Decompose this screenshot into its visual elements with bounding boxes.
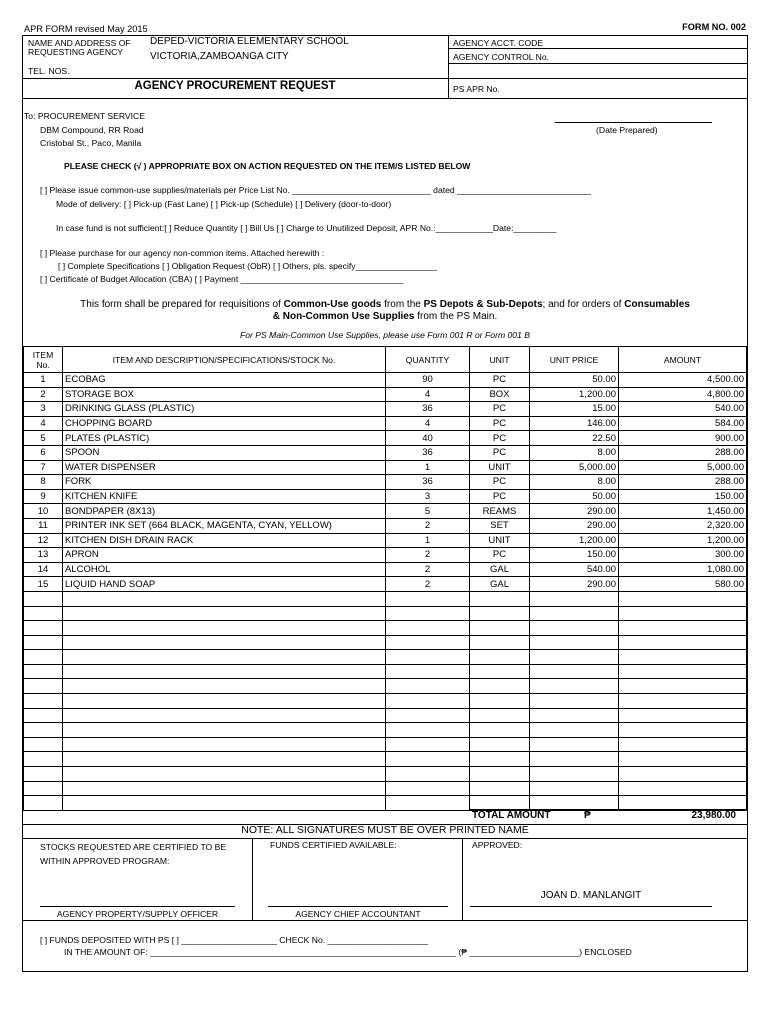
cell-qty	[386, 708, 470, 723]
cell-desc	[63, 767, 386, 782]
cell-unit: UNIT	[470, 533, 530, 548]
cell-desc: FORK	[63, 475, 386, 490]
cell-desc: LIQUID HAND SOAP	[63, 577, 386, 592]
cell-desc	[63, 679, 386, 694]
cell-desc: PRINTER INK SET (664 BLACK, MAGENTA, CYAN, YELLOW)	[63, 518, 386, 533]
table-row	[24, 533, 747, 548]
empty-table-row	[24, 694, 747, 709]
cell-desc: WATER DISPENSER	[63, 460, 386, 475]
empty-table-row	[24, 708, 747, 723]
cell-qty: 4	[386, 387, 470, 402]
cell-qty	[386, 694, 470, 709]
currency-symbol: ₱	[584, 810, 591, 821]
cell-unit	[470, 723, 530, 738]
attachment-options[interactable]: [ ] Complete Specifications [ ] Obligation Request (ObR) [ ] Others, pls. specify_________________	[58, 261, 437, 271]
cell-no: 15	[24, 577, 63, 592]
cell-price: 22.50	[530, 431, 619, 446]
cell-qty	[386, 767, 470, 782]
cell-qty: 2	[386, 562, 470, 577]
empty-table-row	[24, 679, 747, 694]
cell-desc	[63, 635, 386, 650]
table-row	[24, 387, 747, 402]
requisition-note: This form shall be prepared for requisitions of Common-Use goods from the PS Depots & Sub-Depots; and for orders of Consumables & Non-Common Use Supplies from the PS Main.	[80, 299, 690, 322]
cell-price: 15.00	[530, 402, 619, 417]
cell-unit: PC	[470, 402, 530, 417]
cell-qty: 1	[386, 460, 470, 475]
cell-desc	[63, 737, 386, 752]
cell-price: 50.00	[530, 489, 619, 504]
cell-amount: 584.00	[619, 416, 747, 431]
cell-price: 5,000.00	[530, 460, 619, 475]
table-row	[24, 402, 747, 417]
empty-table-row	[24, 781, 747, 796]
cell-unit: BOX	[470, 387, 530, 402]
header-description: ITEM AND DESCRIPTION/SPECIFICATIONS/STOCK No.	[63, 347, 386, 373]
agency-address: VICTORIA,ZAMBOANGA CITY	[150, 51, 289, 62]
table-row	[24, 416, 747, 431]
cell-desc: CHOPPING BOARD	[63, 416, 386, 431]
table-row	[24, 562, 747, 577]
total-amount: 23,980.00	[691, 810, 736, 821]
cell-qty: 36	[386, 402, 470, 417]
cell-amount	[619, 591, 747, 606]
cell-price	[530, 664, 619, 679]
cell-unit	[470, 664, 530, 679]
cell-no	[24, 635, 63, 650]
cell-unit	[470, 621, 530, 636]
header-unit: UNIT	[470, 347, 530, 373]
cell-no: 10	[24, 504, 63, 519]
cell-price: 1,200.00	[530, 533, 619, 548]
cell-no: 4	[24, 416, 63, 431]
header-item-no: ITEM No.	[24, 347, 63, 373]
cell-qty: 90	[386, 373, 470, 388]
cell-qty: 2	[386, 577, 470, 592]
cell-price	[530, 694, 619, 709]
form-number: FORM NO. 002	[682, 22, 746, 32]
cell-no: 1	[24, 373, 63, 388]
cell-no: 14	[24, 562, 63, 577]
cell-desc: SPOON	[63, 445, 386, 460]
cell-desc	[63, 723, 386, 738]
cell-qty	[386, 796, 470, 811]
empty-table-row	[24, 664, 747, 679]
cell-no	[24, 606, 63, 621]
cell-unit	[470, 767, 530, 782]
cell-price	[530, 679, 619, 694]
cell-price	[530, 737, 619, 752]
cell-price	[530, 708, 619, 723]
cell-amount	[619, 650, 747, 665]
table-row	[24, 373, 747, 388]
cell-amount: 1,450.00	[619, 504, 747, 519]
cell-unit	[470, 737, 530, 752]
items-table	[23, 346, 747, 811]
cell-unit: REAMS	[470, 504, 530, 519]
mode-of-delivery[interactable]: Mode of delivery: [ ] Pick-up (Fast Lane) [ ] Pick-up (Schedule) [ ] Delivery (door-to-door)	[56, 199, 392, 209]
cell-price: 8.00	[530, 475, 619, 490]
table-row	[24, 577, 747, 592]
cell-amount: 5,000.00	[619, 460, 747, 475]
cell-price: 8.00	[530, 445, 619, 460]
cell-unit	[470, 635, 530, 650]
cell-no: 3	[24, 402, 63, 417]
empty-table-row	[24, 635, 747, 650]
cell-price: 290.00	[530, 577, 619, 592]
cell-desc: ALCOHOL	[63, 562, 386, 577]
cell-desc	[63, 606, 386, 621]
cell-amount: 4,800.00	[619, 387, 747, 402]
cell-price: 290.00	[530, 518, 619, 533]
cell-price: 290.00	[530, 504, 619, 519]
to-line1: To: PROCUREMENT SERVICE	[24, 111, 145, 121]
acct-code-label: AGENCY ACCT. CODE	[453, 38, 544, 48]
cell-desc: PLATES (PLASTIC)	[63, 431, 386, 446]
check-heading: PLEASE CHECK (√ ) APPROPRIATE BOX ON ACTION REQUESTED ON THE ITEM/S LISTED BELOW	[64, 161, 471, 171]
cell-amount: 1,080.00	[619, 562, 747, 577]
cell-amount	[619, 679, 747, 694]
cba-options[interactable]: [ ] Certificate of Budget Allocation (CBA) [ ] Payment __________________________________	[40, 274, 404, 284]
cell-amount: 4,500.00	[619, 373, 747, 388]
fund-insufficient-options[interactable]: In case fund is not sufficient:[ ] Reduce Quantity [ ] Bill Us [ ] Charge to Unutilized Deposit, APR No.:____________Date:_________	[56, 223, 557, 233]
cell-desc: APRON	[63, 548, 386, 563]
cell-qty	[386, 752, 470, 767]
cell-qty: 2	[386, 548, 470, 563]
cell-desc	[63, 591, 386, 606]
table-row	[24, 445, 747, 460]
cell-unit	[470, 752, 530, 767]
cell-amount: 2,320.00	[619, 518, 747, 533]
form-revision: APR FORM revised May 2015	[24, 24, 148, 34]
cell-qty: 1	[386, 533, 470, 548]
cell-qty	[386, 591, 470, 606]
empty-table-row	[24, 606, 747, 621]
cell-amount	[619, 635, 747, 650]
cell-desc	[63, 796, 386, 811]
cell-unit: PC	[470, 445, 530, 460]
cell-unit: UNIT	[470, 460, 530, 475]
header-amount: AMOUNT	[619, 347, 747, 373]
cell-qty	[386, 606, 470, 621]
cell-unit: PC	[470, 489, 530, 504]
cell-unit: GAL	[470, 577, 530, 592]
cell-qty: 2	[386, 518, 470, 533]
empty-table-row	[24, 752, 747, 767]
empty-table-row	[24, 621, 747, 636]
cell-desc: KITCHEN KNIFE	[63, 489, 386, 504]
to-line3: Cristobal St., Paco, Manila	[40, 138, 142, 148]
cell-amount	[619, 621, 747, 636]
cell-qty	[386, 737, 470, 752]
agency-name-label: NAME AND ADDRESS OF REQUESTING AGENCY	[28, 38, 131, 57]
cell-amount: 288.00	[619, 445, 747, 460]
cell-no	[24, 650, 63, 665]
cell-no: 11	[24, 518, 63, 533]
cell-qty	[386, 679, 470, 694]
cell-no: 2	[24, 387, 63, 402]
cell-desc	[63, 708, 386, 723]
empty-table-row	[24, 650, 747, 665]
funds-certified-label: FUNDS CERTIFIED AVAILABLE:	[270, 840, 397, 850]
cell-qty	[386, 650, 470, 665]
cell-price: 50.00	[530, 373, 619, 388]
ps-main-note: For PS Main-Common Use Supplies, please use Form 001 R or Form 001 B	[240, 330, 530, 340]
table-row	[24, 504, 747, 519]
cell-desc	[63, 621, 386, 636]
cell-qty: 5	[386, 504, 470, 519]
chief-accountant-title: AGENCY CHIEF ACCOUNTANT	[295, 909, 421, 919]
cell-no	[24, 752, 63, 767]
cell-no	[24, 796, 63, 811]
cell-amount	[619, 781, 747, 796]
cell-price: 540.00	[530, 562, 619, 577]
amount-enclosed-line[interactable]: IN THE AMOUNT OF: ________________________________________________________________ (₱ _______________________) ENCLOSED	[64, 947, 632, 957]
cell-unit: PC	[470, 475, 530, 490]
funds-deposited-line[interactable]: [ ] FUNDS DEPOSITED WITH PS [ ] ____________________ CHECK No. _____________________	[40, 935, 428, 945]
cell-no	[24, 781, 63, 796]
cell-unit	[470, 591, 530, 606]
cell-no	[24, 767, 63, 782]
cell-unit	[470, 650, 530, 665]
cell-price	[530, 621, 619, 636]
cell-amount: 288.00	[619, 475, 747, 490]
cell-qty: 36	[386, 445, 470, 460]
cell-amount: 540.00	[619, 402, 747, 417]
cell-price	[530, 767, 619, 782]
cell-unit	[470, 606, 530, 621]
cell-no: 6	[24, 445, 63, 460]
cell-no	[24, 591, 63, 606]
empty-table-row	[24, 723, 747, 738]
cell-unit	[470, 679, 530, 694]
approver-name: JOAN D. MANLANGIT	[540, 890, 642, 901]
signature-note: NOTE: ALL SIGNATURES MUST BE OVER PRINTED NAME	[241, 824, 529, 836]
cell-unit	[470, 708, 530, 723]
cell-no	[24, 694, 63, 709]
cell-qty	[386, 621, 470, 636]
cell-amount: 1,200.00	[619, 533, 747, 548]
cell-desc: ECOBAG	[63, 373, 386, 388]
cell-price	[530, 635, 619, 650]
cell-unit: GAL	[470, 562, 530, 577]
cell-price	[530, 781, 619, 796]
cell-price: 146.00	[530, 416, 619, 431]
cell-desc: STORAGE BOX	[63, 387, 386, 402]
cell-no	[24, 708, 63, 723]
cell-no	[24, 737, 63, 752]
certified-statement: STOCKS REQUESTED ARE CERTIFIED TO BE WITHIN APPROVED PROGRAM:	[40, 842, 227, 866]
table-row	[24, 489, 747, 504]
cell-no: 9	[24, 489, 63, 504]
cell-qty	[386, 723, 470, 738]
cell-price: 150.00	[530, 548, 619, 563]
cell-amount	[619, 606, 747, 621]
cell-no: 5	[24, 431, 63, 446]
cell-amount: 580.00	[619, 577, 747, 592]
cell-no: 13	[24, 548, 63, 563]
cell-amount	[619, 752, 747, 767]
cell-qty: 40	[386, 431, 470, 446]
cell-desc	[63, 752, 386, 767]
table-row	[24, 518, 747, 533]
cell-qty: 3	[386, 489, 470, 504]
cell-unit	[470, 781, 530, 796]
cell-qty	[386, 781, 470, 796]
cell-unit: PC	[470, 431, 530, 446]
cell-no: 8	[24, 475, 63, 490]
cell-qty: 4	[386, 416, 470, 431]
cell-amount	[619, 694, 747, 709]
agency-name: DEPED-VICTORIA ELEMENTARY SCHOOL	[150, 36, 349, 47]
cell-amount	[619, 708, 747, 723]
empty-table-row	[24, 737, 747, 752]
cell-unit: PC	[470, 373, 530, 388]
cell-amount: 300.00	[619, 548, 747, 563]
cell-price	[530, 606, 619, 621]
cell-no	[24, 723, 63, 738]
cell-desc	[63, 694, 386, 709]
cell-amount: 150.00	[619, 489, 747, 504]
cell-unit: PC	[470, 548, 530, 563]
cell-price	[530, 650, 619, 665]
empty-table-row	[24, 767, 747, 782]
option-common-use[interactable]: [ ] Please issue common-use supplies/materials per Price List No. _____________________________ dated ____________________________	[40, 185, 591, 195]
cell-unit	[470, 694, 530, 709]
cell-no: 12	[24, 533, 63, 548]
cell-unit: SET	[470, 518, 530, 533]
control-no-label: AGENCY CONTROL No.	[453, 52, 549, 62]
cell-amount	[619, 723, 747, 738]
cell-price: 1,200.00	[530, 387, 619, 402]
table-row	[24, 548, 747, 563]
cell-desc	[63, 650, 386, 665]
cell-price	[530, 723, 619, 738]
cell-qty	[386, 635, 470, 650]
cell-amount: 900.00	[619, 431, 747, 446]
approved-label: APPROVED:	[472, 840, 523, 850]
cell-qty	[386, 664, 470, 679]
cell-desc: DRINKING GLASS (PLASTIC)	[63, 402, 386, 417]
date-prepared-label: (Date Prepared)	[596, 125, 658, 135]
table-row	[24, 460, 747, 475]
table-row	[24, 475, 747, 490]
cell-amount	[619, 664, 747, 679]
empty-table-row	[24, 591, 747, 606]
cell-no: 7	[24, 460, 63, 475]
tel-label: TEL. NOS.	[28, 66, 70, 76]
form-title: AGENCY PROCUREMENT REQUEST	[134, 80, 336, 92]
cell-desc: BONDPAPER (8X13)	[63, 504, 386, 519]
property-officer-title: AGENCY PROPERTY/SUPPLY OFFICER	[56, 909, 219, 919]
cell-no	[24, 679, 63, 694]
ps-apr-label: PS APR No.	[453, 84, 500, 94]
cell-amount	[619, 737, 747, 752]
cell-amount	[619, 767, 747, 782]
cell-no	[24, 621, 63, 636]
cell-unit: PC	[470, 416, 530, 431]
to-line2: DBM Compound, RR Road	[40, 125, 144, 135]
header-quantity: QUANTITY	[386, 347, 470, 373]
table-row	[24, 431, 747, 446]
cell-qty: 36	[386, 475, 470, 490]
cell-desc: KITCHEN DISH DRAIN RACK	[63, 533, 386, 548]
cell-price	[530, 752, 619, 767]
cell-desc	[63, 781, 386, 796]
header-unit-price: UNIT PRICE	[530, 347, 619, 373]
total-label: TOTAL AMOUNT	[472, 810, 551, 821]
cell-no	[24, 664, 63, 679]
option-non-common[interactable]: [ ] Please purchase for our agency non-common items. Attached herewith :	[40, 248, 325, 258]
cell-price	[530, 591, 619, 606]
cell-desc	[63, 664, 386, 679]
